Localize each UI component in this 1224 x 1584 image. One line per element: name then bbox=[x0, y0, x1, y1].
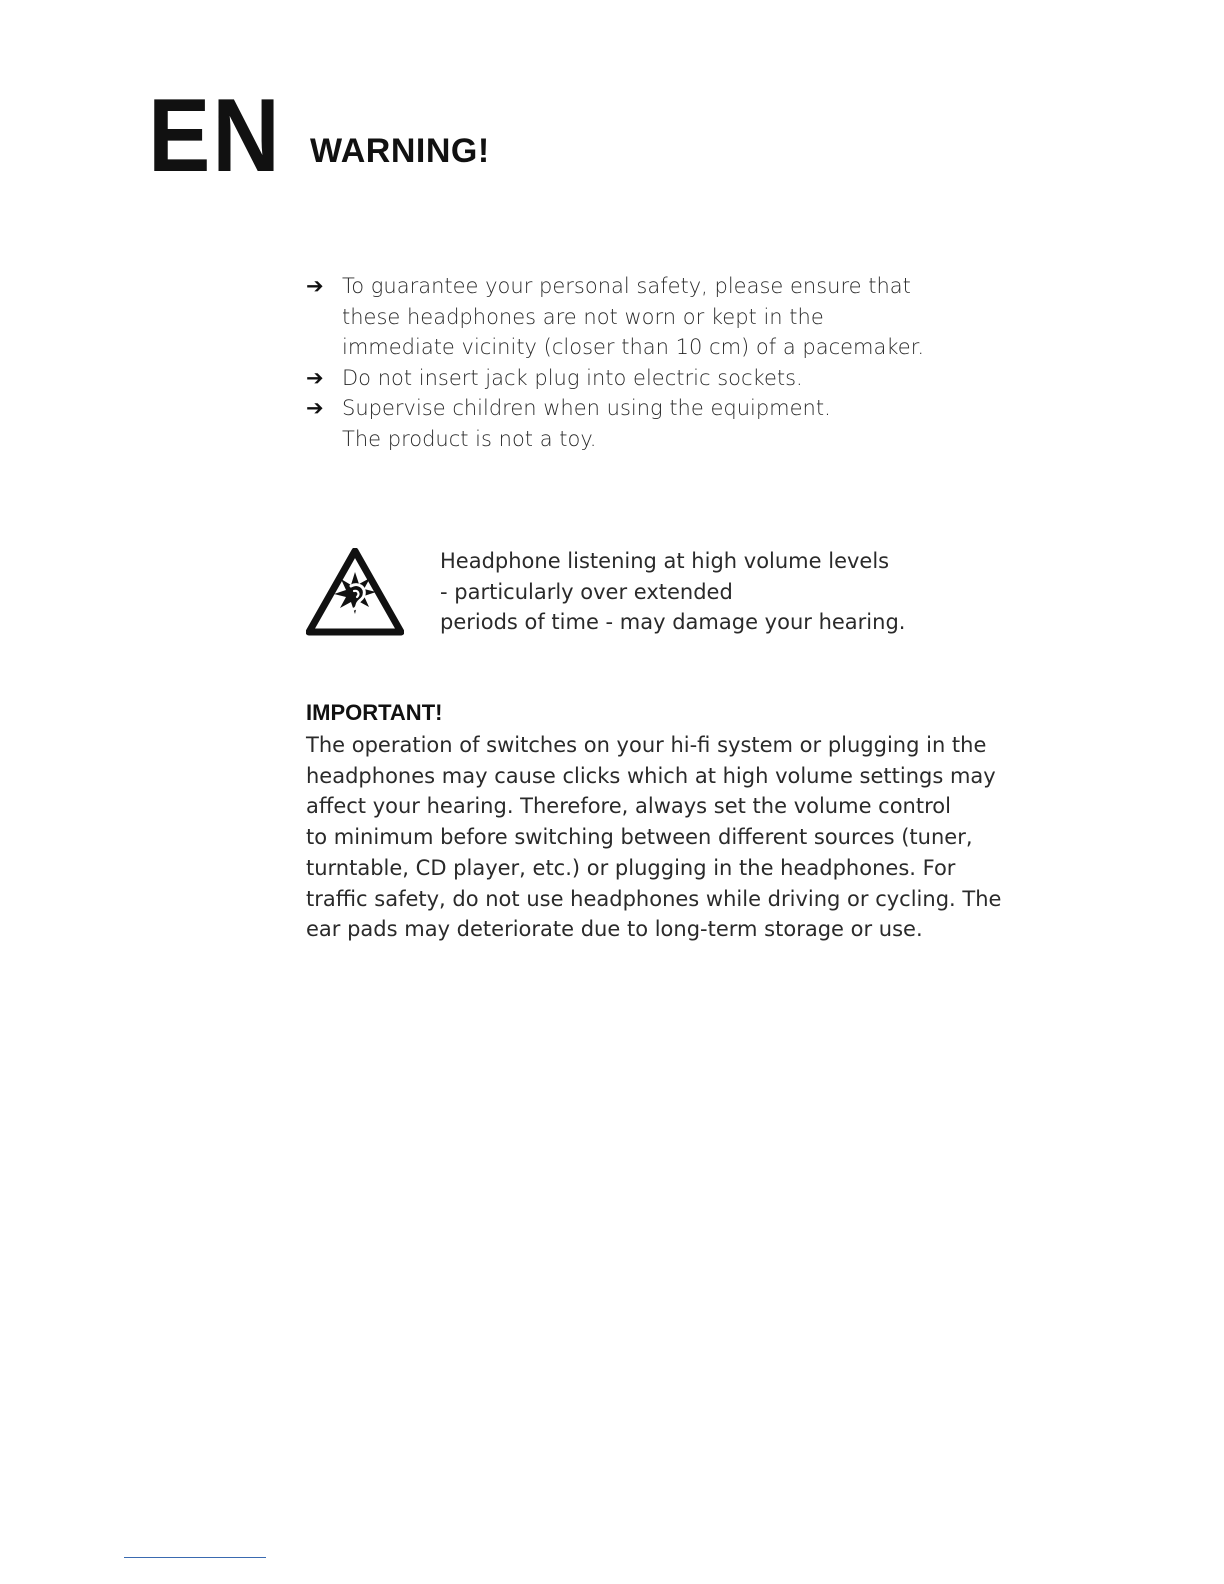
important-paragraph bbox=[306, 730, 1001, 945]
warning-text-line: immediate vicinity (closer than 10 cm) of a pacemaker. bbox=[342, 335, 925, 359]
hearing-notice bbox=[440, 546, 905, 638]
warning-text-line: Do not insert jack plug into electric sockets. bbox=[342, 365, 803, 390]
hearing-notice-line: Headphone listening at high volume levels bbox=[440, 549, 890, 573]
arrow-right-icon: ➔ bbox=[306, 365, 324, 390]
hearing-notice-line: periods of time - may damage your hearing. bbox=[440, 610, 906, 634]
important-line: headphones may cause clicks which at high volume settings may bbox=[306, 763, 996, 788]
warning-list bbox=[306, 271, 966, 454]
warning-heading: WARNING! bbox=[310, 132, 490, 170]
arrow-right-icon: ➔ bbox=[306, 274, 324, 298]
important-line: The operation of switches on your hi-fi system or plugging in the bbox=[306, 733, 987, 757]
important-line: affect your hearing. Therefore, always set the volume control bbox=[306, 794, 951, 819]
important-line: ear pads may deteriorate due to long-term storage or use. bbox=[306, 917, 923, 942]
warning-item-pacemaker bbox=[306, 271, 966, 363]
footer-divider bbox=[124, 1557, 266, 1558]
warning-text-line: To guarantee your personal safety, please ensure that bbox=[342, 274, 911, 298]
hearing-notice-line: - particularly over extended bbox=[440, 579, 733, 604]
important-line: turntable, CD player, etc.) or plugging in the headphones. For bbox=[306, 855, 956, 880]
warning-text-line: The product is not a toy. bbox=[342, 426, 597, 451]
important-line: to minimum before switching between different sources (tuner, bbox=[306, 825, 973, 850]
warning-text-line: these headphones are not worn or kept in the bbox=[342, 304, 824, 329]
important-line: traffic safety, do not use headphones while driving or cycling. The bbox=[306, 886, 1002, 911]
warning-text-line: Supervise children when using the equipment. bbox=[342, 396, 831, 420]
warning-item-children bbox=[306, 393, 966, 454]
important-heading: IMPORTANT! bbox=[306, 700, 443, 725]
language-code: EN bbox=[148, 78, 282, 194]
arrow-right-icon: ➔ bbox=[306, 396, 324, 420]
warning-item-jack-plug bbox=[306, 363, 966, 394]
hearing-damage-warning-icon bbox=[306, 548, 404, 636]
